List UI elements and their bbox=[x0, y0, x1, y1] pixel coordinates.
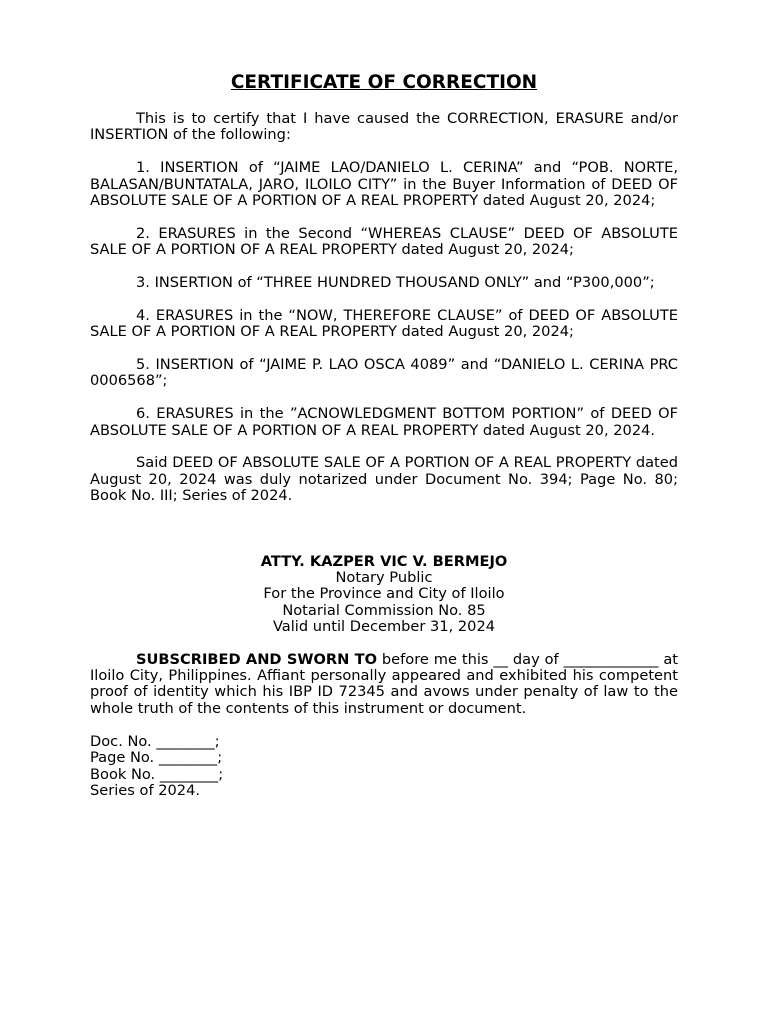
document-page bbox=[90, 72, 678, 799]
jurat-paragraph bbox=[90, 652, 678, 718]
jurat-lead: SUBSCRIBED AND SWORN TO bbox=[136, 650, 378, 668]
correction-item-4: 4. ERASURES in the “NOW, THEREFORE CLAUSE” of DEED OF ABSOLUTE SALE OF A PORTION OF A REAL PROPERTY dated August 20, 2024; bbox=[90, 306, 678, 341]
series-line: Series of 2024. bbox=[90, 781, 201, 799]
correction-item-1: 1. INSERTION of “JAIME LAO/DANIELO L. CERINA” and “POB. NORTE, BALASAN/BUNTATALA, JARO, ILOILO CITY” in the Buyer Information of DEED OF ABSOLUTE SALE OF A PORTION OF A REAL PROPERTY dated August 20, 2024; bbox=[90, 159, 678, 210]
intro-paragraph: This is to certify that I have caused the CORRECTION, ERASURE and/or INSERTION of the following: bbox=[90, 110, 678, 144]
notary-commission: Notarial Commission No. 85 bbox=[282, 601, 486, 619]
correction-item-5: 5. INSERTION of “JAIME P. LAO OSCA 4089” and “DANIELO L. CERINA PRC 0006568”; bbox=[90, 356, 678, 390]
notary-jurisdiction: For the Province and City of Iloilo bbox=[263, 585, 505, 603]
correction-item-3: 3. INSERTION of “THREE HUNDRED THOUSAND ONLY” and “P300,000”; bbox=[136, 274, 655, 292]
book-number-line: Book No. ________; bbox=[90, 765, 224, 783]
notarial-entries bbox=[90, 734, 678, 800]
correction-item-2: 2. ERASURES in the Second “WHEREAS CLAUSE” DEED OF ABSOLUTE SALE OF A PORTION OF A REAL PROPERTY dated August 20, 2024; bbox=[90, 224, 678, 259]
correction-item-6: 6. ERASURES in the ”ACNOWLEDGMENT BOTTOM PORTION” of DEED OF ABSOLUTE SALE OF A PORTION OF A REAL PROPERTY dated August 20, 2024. bbox=[90, 405, 678, 439]
doc-number-line: Doc. No. ________; bbox=[90, 732, 220, 750]
signature-block bbox=[90, 554, 678, 636]
notarized-statement: Said DEED OF ABSOLUTE SALE OF A PORTION OF A REAL PROPERTY dated August 20, 2024 was duly notarized under Document No. 394; Page No. 80; Book No. III; Series of 2024. bbox=[90, 454, 678, 505]
notary-name: ATTY. KAZPER VIC V. BERMEJO bbox=[260, 552, 508, 570]
notary-role: Notary Public bbox=[335, 569, 433, 587]
notary-validity: Valid until December 31, 2024 bbox=[272, 618, 496, 636]
document-title: CERTIFICATE OF CORRECTION bbox=[230, 72, 538, 93]
jurat-body: before me this __ day of _____________ at Iloilo City, Philippines. Affiant personally appeared and exhibited his competent proof of identity which his IBP ID 72345 and avows under penalty of law to the whole truth of the contents of this instrument or document. bbox=[90, 650, 678, 717]
page-number-line: Page No. ________; bbox=[90, 749, 223, 767]
